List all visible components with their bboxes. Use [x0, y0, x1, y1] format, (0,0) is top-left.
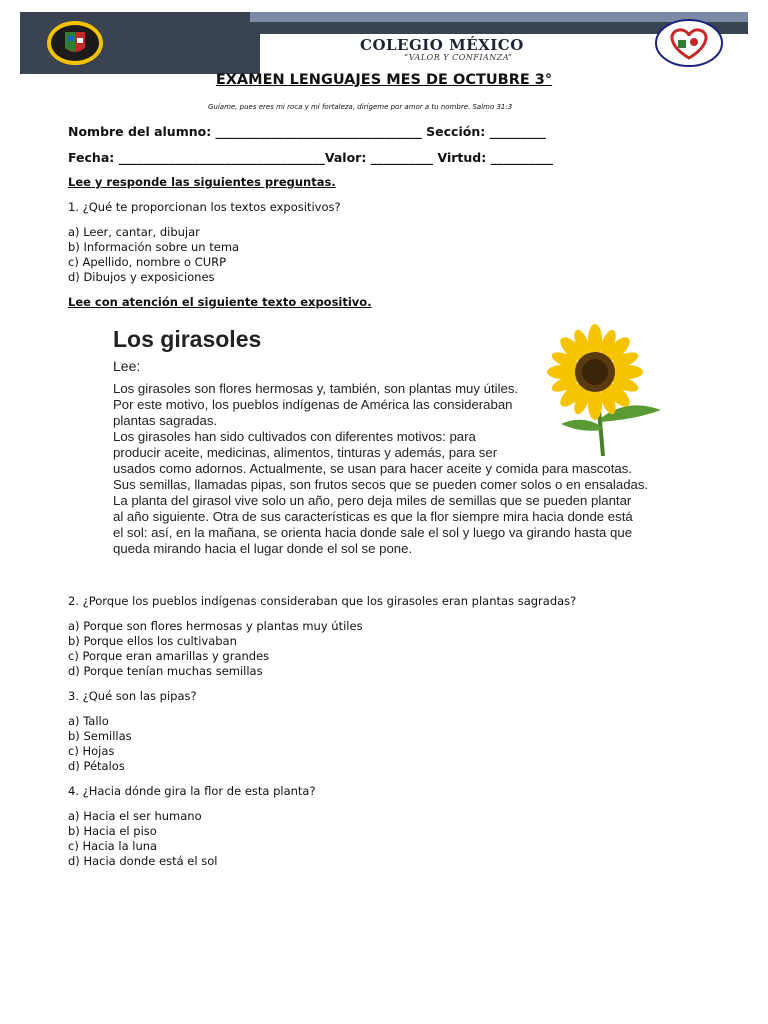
reading-line: Los girasoles han sido cultivados con diferentes motivos: para: [113, 429, 476, 444]
reading-line: La planta del girasol vive solo un año, pero deja miles de semillas que se pueden plantar: [113, 493, 632, 508]
q3-option-d: d) Pétalos: [68, 759, 125, 773]
q2-option-b: b) Porque ellos los cultivaban: [68, 634, 237, 648]
question-1: 1. ¿Qué te proporcionan los textos expositivos?: [68, 200, 341, 214]
q2-option-a: a) Porque son flores hermosas y plantas muy útiles: [68, 619, 363, 633]
reading-passage: [95, 318, 685, 563]
q2-option-c: c) Porque eran amarillas y grandes: [68, 649, 270, 663]
q4-option-c: c) Hacia la luna: [68, 839, 158, 853]
q3-option-c: c) Hojas: [68, 744, 115, 758]
reading-line: usados como adornos. Actualmente, se usan para hacer aceite y comida para mascotas.: [113, 461, 632, 476]
instruction-answer: Lee y responde las siguientes preguntas.: [68, 175, 336, 189]
q1-option-d: d) Dibujos y exposiciones: [68, 270, 215, 284]
instruction-read: Lee con atención el siguiente texto expositivo.: [68, 295, 372, 309]
question-3: 3. ¿Qué son las pipas?: [68, 689, 197, 703]
reading-line: al año siguiente. Otra de sus características es que la flor siempre mira hacia donde está: [113, 509, 633, 524]
q4-option-d: d) Hacia donde está el sol: [68, 854, 218, 868]
reading-line: queda mirando hacia el lugar donde el sol se pone.: [113, 541, 413, 556]
q1-option-c: c) Apellido, nombre o CURP: [68, 255, 227, 269]
q1-option-b: b) Información sobre un tema: [68, 240, 240, 254]
q4-option-b: b) Hacia el piso: [68, 824, 157, 838]
student-name-line: Nombre del alumno: _________________________________ Sección: _________: [68, 124, 546, 139]
q1-option-a: a) Leer, cantar, dibujar: [68, 225, 200, 239]
reading-title: Los girasoles: [113, 326, 262, 352]
q3-option-a: a) Tallo: [68, 714, 109, 728]
q3-option-b: b) Semillas: [68, 729, 132, 743]
bible-verse: Guíame, pues eres mi roca y mi fortaleza, dirígeme por amor a tu nombre. Salmo 31:3: [208, 103, 513, 111]
reading-line: Sus semillas, llamadas pipas, son frutos secos que se pueden comer solos o en ensaladas.: [113, 477, 649, 492]
date-value-line: Fecha: _________________________________Valor: __________ Virtud: __________: [68, 150, 554, 165]
school-motto: “VALOR Y CONFIANZA”: [404, 53, 513, 62]
heart-logo-icon: [654, 18, 724, 68]
school-crest-icon: [46, 20, 104, 66]
school-header: [20, 12, 748, 74]
question-4: 4. ¿Hacia dónde gira la flor de esta planta?: [68, 784, 316, 798]
reading-line: Por este motivo, los pueblos indígenas de América las consideraban: [113, 397, 513, 412]
reading-lee-label: Lee:: [113, 358, 141, 374]
reading-line: producir aceite, medicinas, alimentos, tinturas y además, para ser: [113, 445, 498, 460]
reading-line: el sol: así, en la mañana, se orienta hacia donde sale el sol y luego va girando hasta que: [113, 525, 633, 540]
reading-line: Los girasoles son flores hermosas y, también, son plantas muy útiles.: [113, 381, 519, 396]
sunflower-icon: [535, 322, 675, 462]
school-name: COLEGIO MÉXICO: [360, 36, 524, 54]
reading-line: plantas sagradas.: [113, 413, 218, 428]
q4-option-a: a) Hacia el ser humano: [68, 809, 202, 823]
q2-option-d: d) Porque tenían muchas semillas: [68, 664, 263, 678]
question-2: 2. ¿Porque los pueblos indígenas consideraban que los girasoles eran plantas sagradas?: [68, 594, 577, 608]
exam-title: EXAMEN LENGUAJES MES DE OCTUBRE 3°: [215, 72, 553, 88]
